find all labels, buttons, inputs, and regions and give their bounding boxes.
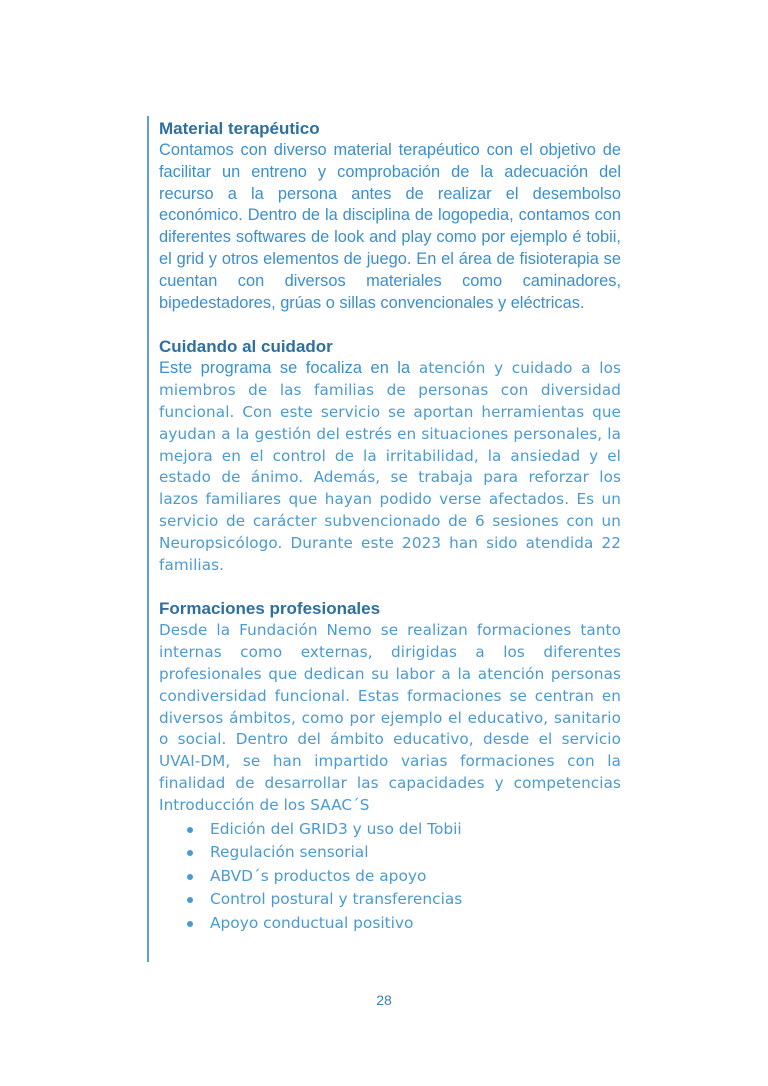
section-lead-text: Este programa se focaliza en la bbox=[159, 359, 411, 378]
list-item: Regulación sensorial bbox=[187, 841, 621, 865]
list-item: Control postural y transferencias bbox=[187, 888, 621, 912]
training-list bbox=[159, 818, 621, 936]
page-number: 28 bbox=[376, 992, 392, 1008]
left-margin-rule bbox=[147, 116, 149, 962]
list-item: Apoyo conductual positivo bbox=[187, 912, 621, 936]
section-material-terapeutico bbox=[159, 118, 621, 314]
list-item: Edición del GRID3 y uso del Tobii bbox=[187, 818, 621, 842]
bullet-icon bbox=[187, 850, 193, 856]
bullet-icon bbox=[187, 827, 193, 833]
section-formaciones-profesionales bbox=[159, 598, 621, 935]
section-body: Desde la Fundación Nemo se realizan formaciones tanto internas como externas, dirigidas a los diferentes profesionales que dedican su labor a la atención personas condiversidad funcional. Estas formaciones se centran en diversos ámbitos, como por ejemplo el educativo, sanitario o social. Dentro del ámbito educativo, desde el servicio UVAI-DM, se han impartido varias formaciones con la finalidad de desarrollar las capacidades y competencias Introducción de los SAAC´S bbox=[159, 621, 621, 814]
bullet-icon bbox=[187, 897, 193, 903]
bullet-icon bbox=[187, 921, 193, 927]
page-content bbox=[159, 118, 621, 957]
bullet-icon bbox=[187, 874, 193, 880]
section-body bbox=[159, 358, 621, 576]
section-heading: Formaciones profesionales bbox=[159, 599, 381, 619]
list-item: ABVD´s productos de apoyo bbox=[187, 865, 621, 889]
section-cuidando-al-cuidador bbox=[159, 336, 621, 576]
section-body-text: atención y cuidado a los miembros de las familias de personas con diversidad funcional. Con este servicio se aportan herramientas que ayudan a la gestión del estrés en situaciones personales, la mejora en el control de la irritabilidad, la ansiedad y el estado de ánimo. Además, se trabaja para reforzar los lazos familiares que hayan podido verse afectados. Es un servicio de carácter subvencionado de 6 sesiones con un Neuropsicólogo. Durante este 2023 han sido atendida 22 familias. bbox=[159, 359, 621, 574]
section-heading: Cuidando al cuidador bbox=[159, 337, 333, 357]
section-body: Contamos con diverso material terapéutico con el objetivo de facilitar un entreno y comprobación de la adecuación del recurso a la persona antes de realizar el desembolso económico. Dentro de la disciplina de logopedia, contamos con diferentes softwares de look and play como por ejemplo é tobii, el grid y otros elementos de juego. En el área de fisioterapia se cuentan con diversos materiales como caminadores, bipedestadores, grúas o sillas convencionales y eléctricas. bbox=[159, 141, 621, 312]
section-heading: Material terapéutico bbox=[159, 119, 320, 138]
